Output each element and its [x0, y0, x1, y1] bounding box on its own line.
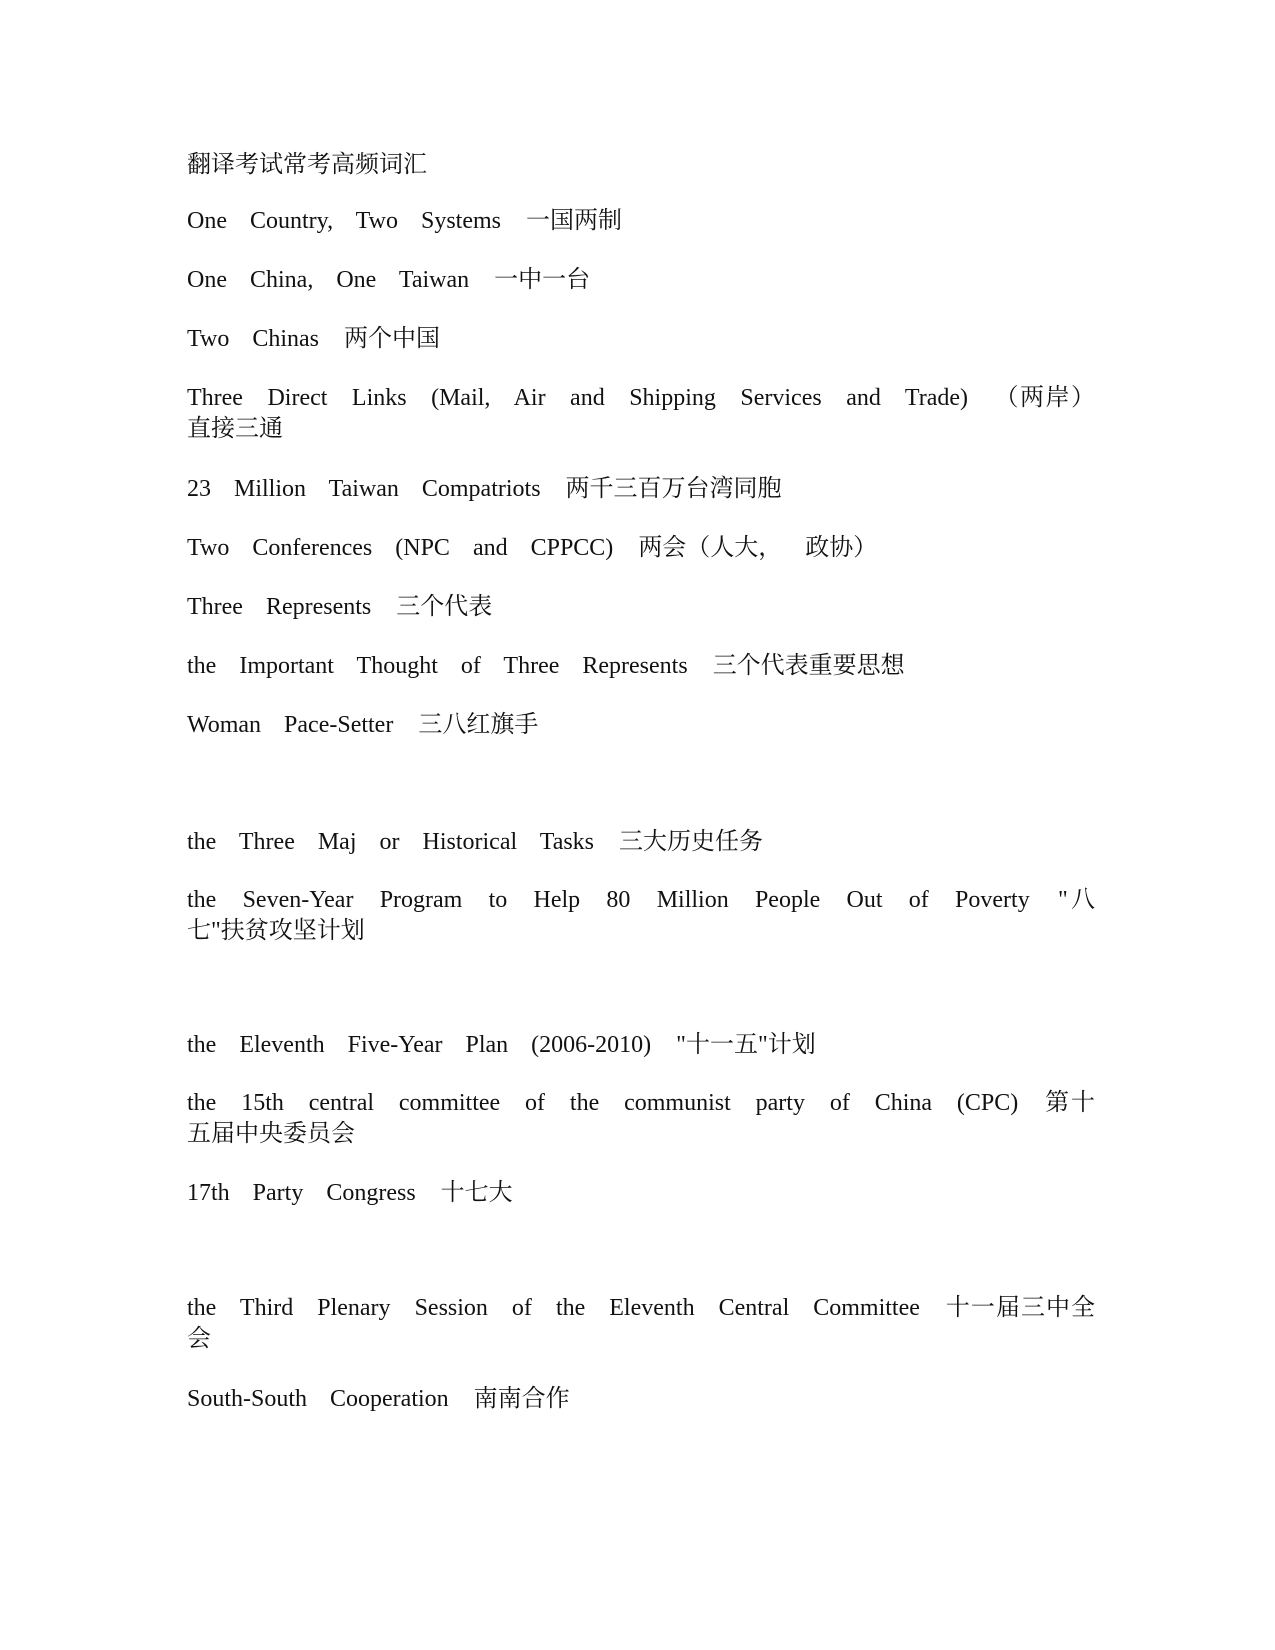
entry-chinese: 一中一台 — [494, 267, 591, 293]
entry-chinese: 三个代表 — [396, 594, 493, 620]
entry-english: Three Direct Links (Mail, Air and Shipping Services and Trade) — [187, 385, 969, 411]
entry-chinese: 南南合作 — [473, 1386, 570, 1412]
glossary-entry — [187, 383, 1095, 445]
entry-chinese: 两个中国 — [343, 326, 440, 352]
glossary-entry — [187, 1178, 1095, 1209]
entry-chinese: 十一届三中全会 — [187, 1295, 1095, 1352]
glossary-entry — [187, 827, 1095, 858]
entry-chinese: 十七大 — [440, 1180, 513, 1206]
glossary-entry — [187, 533, 1095, 564]
entry-chinese: （两岸） 直接三通 — [187, 385, 1096, 442]
entry-english: South-South Cooperation — [187, 1386, 449, 1412]
glossary-entry — [187, 1030, 1095, 1061]
entry-chinese: "八七"扶贫攻坚计划 — [187, 887, 1096, 944]
glossary-entry — [187, 651, 1095, 682]
entry-english: the Third Plenary Session of the Eleventh Central Committee — [187, 1295, 920, 1321]
entry-english: the Seven-Year Program to Help 80 Million People Out of Poverty — [187, 887, 1030, 913]
entry-english: One China, One Taiwan — [187, 267, 470, 293]
entry-english: Three Represents — [187, 594, 372, 620]
glossary-entry — [187, 206, 1095, 237]
entry-english: the Eleventh Five-Year Plan (2006-2010) — [187, 1032, 652, 1058]
entry-english: 23 Million Taiwan Compatriots — [187, 476, 541, 502]
entry-chinese: 两千三百万台湾同胞 — [565, 476, 782, 502]
entry-chinese: 三大历史任务 — [619, 829, 764, 855]
entry-english: Two Conferences (NPC and CPPCC) — [187, 535, 614, 561]
entry-english: the Three Maj or Historical Tasks — [187, 829, 595, 855]
entry-chinese: 三八红旗手 — [418, 712, 539, 738]
entry-english: Two Chinas — [187, 326, 319, 352]
glossary-entry — [187, 1088, 1095, 1150]
entry-english: 17th Party Congress — [187, 1180, 416, 1206]
entry-chinese: "十一五"计划 — [676, 1032, 816, 1058]
entry-english: One Country, Two Systems — [187, 208, 501, 234]
glossary-entry — [187, 1384, 1095, 1415]
entry-chinese: 一国两制 — [526, 208, 622, 234]
glossary-entry — [187, 324, 1095, 355]
document-title: 翻译考试常考高频词汇 — [187, 152, 427, 178]
glossary-entry — [187, 710, 1095, 741]
entry-english: Woman Pace-Setter — [187, 712, 394, 738]
entry-english: the Important Thought of Three Represents — [187, 653, 688, 679]
entry-english: the 15th central committee of the communist party of China (CPC) — [187, 1090, 1019, 1116]
glossary-entry — [187, 265, 1095, 296]
glossary-entry — [187, 1293, 1095, 1355]
glossary-entry — [187, 592, 1095, 623]
entry-chinese: 两会（人大， 政协） — [638, 535, 878, 561]
glossary-entry — [187, 474, 1095, 505]
entry-chinese: 三个代表重要思想 — [712, 653, 905, 679]
entry-chinese: 第十五届中央委员会 — [187, 1090, 1096, 1147]
glossary-entry — [187, 885, 1095, 947]
